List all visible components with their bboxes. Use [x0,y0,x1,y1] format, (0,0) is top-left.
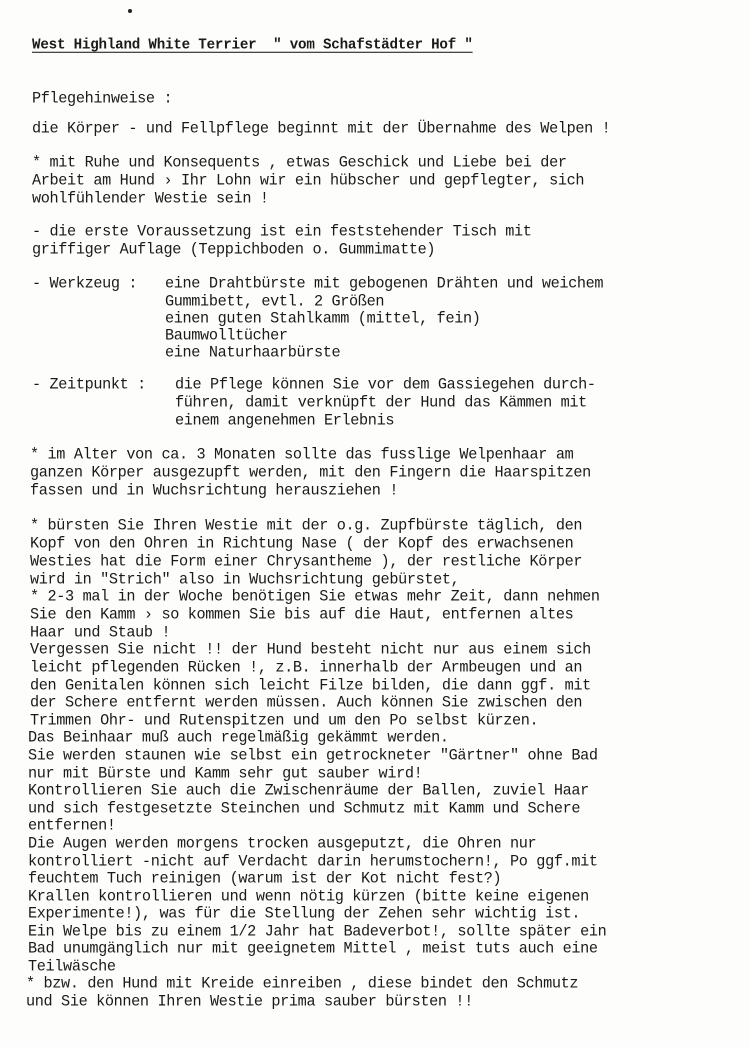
paragraph-line: Bad unumgänglich nur mit geeignetem Mittel , meist tuts auch eine [28,939,598,958]
zeitpunkt-line: die Pflege können Sie vor dem Gassiegehen durch- [175,375,596,394]
paragraph-line: Teilwäsche [28,957,116,976]
paragraph-line: Vergessen Sie nicht !! der Hund besteht nicht nur aus einem sich [30,640,591,659]
paragraph-line: wird in "Strich" also in Wuchsrichtung gebürstet, [30,570,460,589]
section-heading: Pflegehinweise : [32,89,173,108]
paragraph-line: Kontrollieren Sie auch die Zwischenräume der Ballen, zuviel Haar [28,781,589,800]
werkzeug-label: - Werkzeug : [32,274,146,293]
paragraph-line: und Sie können Ihren Westie prima sauber bürsten !! [26,992,473,1011]
paragraph-line: * mit Ruhe und Konsequents , etwas Geschick und Liebe bei der [32,153,567,172]
paragraph-line: leicht pflegenden Rücken !, z.B. innerhalb der Armbeugen und an [30,658,583,677]
paragraph-line: Das Beinhaar muß auch regelmäßig gekämmt werden. [28,728,449,747]
paragraph-line: kontrolliert -nicht auf Verdacht darin herumstochern!, Po ggf.mit [28,852,598,871]
zeitpunkt-line: führen, damit verknüpft der Hund das Kämmen mit [175,393,587,412]
paragraph-line: und sich festgesetzte Steinchen und Schmutz mit Kamm und Schere [28,799,581,818]
paragraph-line: den Genitalen können sich leicht Filze bilden, die dann ggf. mit [30,676,591,695]
paragraph-line: - die erste Voraussetzung ist ein feststehender Tisch mit [32,222,532,241]
werkzeug-item: Gummibett, evtl. 2 Größen [165,292,385,311]
paragraph-line: Sie den Kamm › so kommen Sie bis auf die Haut, entfernen altes [30,605,574,624]
paragraph-line: Sie werden staunen wie selbst ein getrockneter "Gärtner" ohne Bad [28,746,598,765]
paragraph-line: wohlfühlender Westie sein ! [32,189,269,208]
paragraph-line: Westies hat die Form einer Chrysantheme ), der restliche Körper [30,552,583,571]
zeitpunkt-label: - Zeitpunkt : [32,375,155,394]
paragraph-line: Die Augen werden morgens trocken ausgeputzt, die Ohren nur [28,834,537,853]
paragraph-line: * bürsten Sie Ihren Westie mit der o.g. Zupfbürste täglich, den [30,516,583,535]
paragraph-line: Kopf von den Ohren in Richtung Nase ( der Kopf des erwachsenen [30,534,574,553]
paragraph-line: griffiger Auflage (Teppichboden o. Gummimatte) [32,240,436,259]
paragraph-line: Krallen kontrollieren und wenn nötig kürzen (bitte keine eigenen [28,887,589,906]
werkzeug-item: Baumwolltücher [165,326,288,345]
paragraph-line: feuchtem Tuch reinigen (warum ist der Kot nicht fest?) [28,869,502,888]
zeitpunkt-line: einem angenehmen Erlebnis [175,411,395,430]
paragraph-line: ganzen Körper ausgezupft werden, mit den Fingern die Haarspitzen [30,463,591,482]
paragraph-line: nur mit Bürste und Kamm sehr gut sauber wird! [28,764,423,783]
paragraph-line: Experimente!), was für die Stellung der Zehen sehr wichtig ist. [28,904,581,923]
paragraph-line: * im Alter von ca. 3 Monaten sollte das fusslige Welpenhaar am [30,445,574,464]
paragraph-line: Ein Welpe bis zu einem 1/2 Jahr hat Badeverbot!, sollte später ein [28,922,607,941]
werkzeug-item: eine Drahtbürste mit gebogenen Drähten und weichem [165,274,604,293]
speck-mark [128,9,132,13]
document-title: West Highland White Terrier " vom Schafstädter Hof " [32,37,473,54]
paragraph-line: * bzw. den Hund mit Kreide einreiben , diese bindet den Schmutz [26,974,579,993]
paragraph-line: * 2-3 mal in der Woche benötigen Sie etwas mehr Zeit, dann nehmen [30,587,600,606]
paragraph-line: Haar und Staub ! [30,623,171,642]
paragraph-line: fassen und in Wuchsrichtung herausziehen ! [30,481,399,500]
intro-line: die Körper - und Fellpflege beginnt mit der Übernahme des Welpen ! [32,119,611,138]
paragraph-line: entfernen! [28,816,116,835]
paragraph-line: Trimmen Ohr- und Rutenspitzen und um den Po selbst kürzen. [30,711,539,730]
paragraph-line: der Schere entfernt werden müssen. Auch können Sie zwischen den [30,693,583,712]
paragraph-line: Arbeit am Hund › Ihr Lohn wir ein hübscher und gepflegter, sich [32,171,585,190]
werkzeug-item: einen guten Stahlkamm (mittel, fein) [165,309,481,328]
werkzeug-item: eine Naturhaarbürste [165,343,341,362]
